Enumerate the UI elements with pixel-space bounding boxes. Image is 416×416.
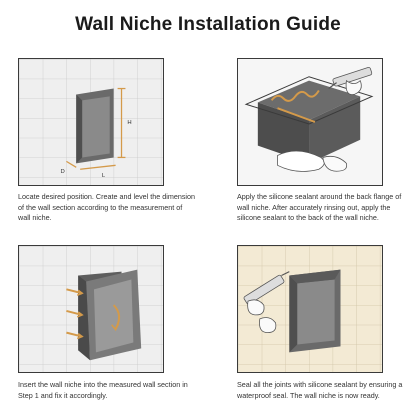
step-2-illustration: [237, 58, 383, 186]
sealant-on-flange-drawing: [238, 59, 382, 185]
step-4-illustration: [237, 245, 383, 373]
step-1-caption: Locate desired position. Create and level the dimension of the wall section according to the measurement of wall niche.: [18, 192, 196, 223]
step-3-caption: Insert the wall niche into the measured wall section in Step 1 and fix it accordingly.: [18, 380, 188, 400]
length-label: L: [101, 173, 106, 180]
insert-niche-drawing: [19, 246, 163, 372]
step-3-illustration: [18, 245, 164, 373]
step-4-caption: Seal all the joints with silicone sealant by ensuring a waterproof seal. The wall niche is now ready.: [237, 380, 403, 400]
wall-section-measure-drawing: [19, 59, 163, 185]
height-label: H: [127, 119, 132, 126]
step-1-illustration: [18, 58, 164, 186]
page-title: Wall Niche Installation Guide: [75, 14, 341, 35]
step-2-caption: Apply the silicone sealant around the back flange of wall niche. After accurately rinsing out, apply the silicone sealant to the back of the wall niche.: [237, 192, 402, 223]
depth-label: D: [60, 169, 65, 176]
seal-joints-drawing: [238, 246, 382, 372]
